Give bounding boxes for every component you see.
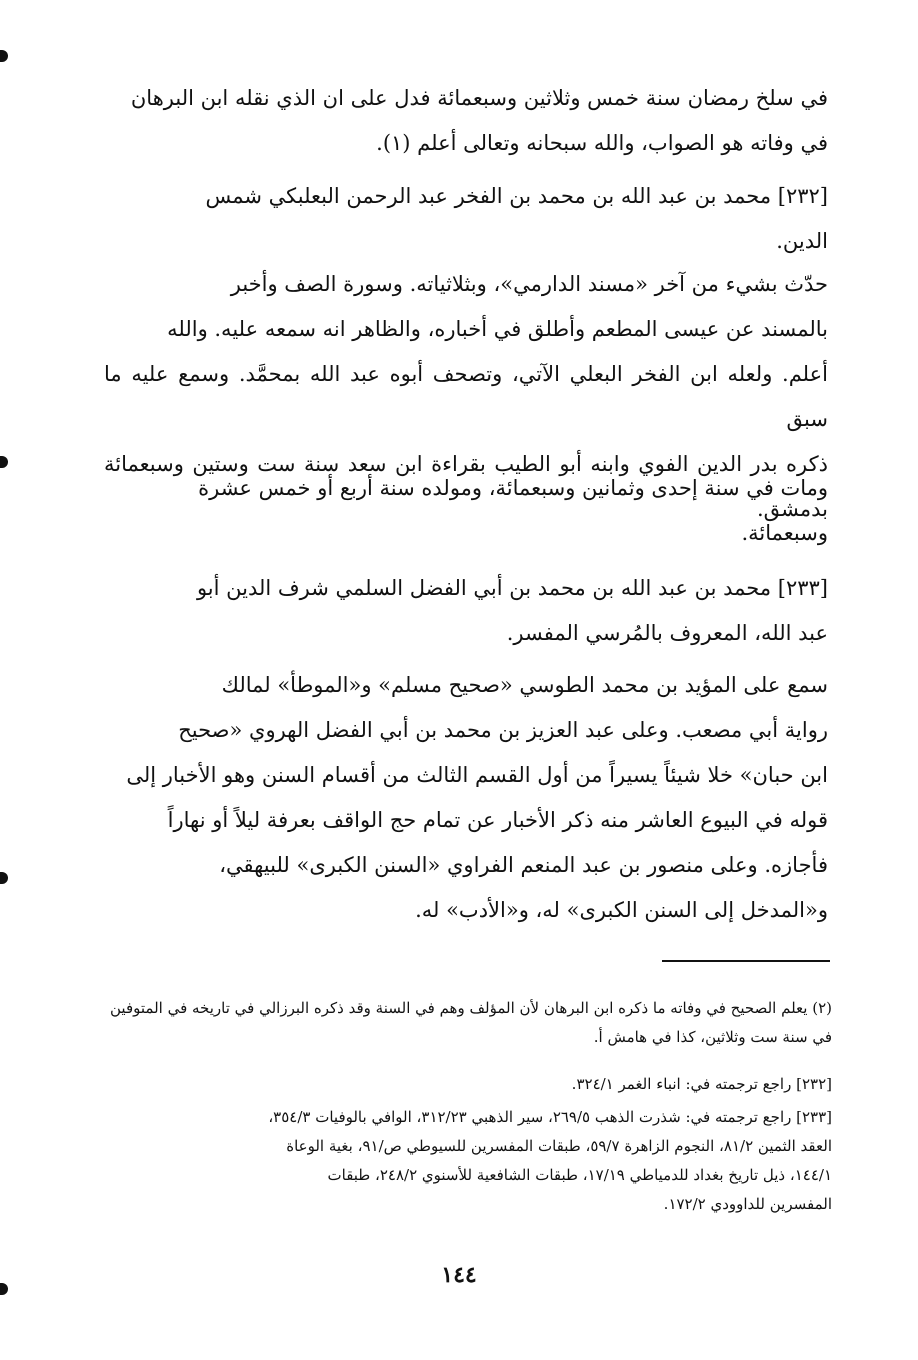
paragraph-death-note: في سلخ رمضان سنة خمس وثلاثين وسبعمائة فدل على ان الذي نقله ابن البرهان في وفاته هو الصواب، والله سبحانه وتعالى أعلم (١). — [130, 86, 828, 155]
footnote-separator — [662, 960, 830, 962]
scan-edge-mark — [0, 50, 8, 62]
scan-edge-mark — [0, 1283, 8, 1295]
entry-233-heading: [٢٣٣] محمد بن عبد الله بن محمد بن أبي الفضل السلمي شرف الدين أبو عبد الله، المعروف بالمُرسي المفسر. — [196, 576, 828, 645]
entry-232-body: حدّث بشيء من آخر «مسند الدارمي»، وبثلاثياته. وسورة الصف وأخبر بالمسند عن عيسى المطعم وأطلق في أخباره، والظاهر انه سمعه عليه. والله أعلم. ولعله ابن الفخر البعلي الآتي، وتصحف أبوه عبد الله بمحمَّد. وسمع عليه ما سبق ذكره بدر الدين الفوي وابنه أبو الطيب بقراءة ابن سعد سنة ست وستين وسبعمائة بدمشق. — [104, 272, 828, 521]
entry-232-heading: [٢٣٢] محمد بن عبد الله بن محمد بن الفخر عبد الرحمن البعلبكي شمس الدين. — [205, 184, 828, 253]
scan-edge-mark — [0, 872, 8, 884]
page-number: ١٤٤ — [441, 1262, 477, 1288]
entry-233-body: سمع على المؤيد بن محمد الطوسي «صحيح مسلم» و«الموطأ» لمالك رواية أبي مصعب. وعلى عبد العزيز بن محمد بن أبي الفضل الهروي «صحيح ابن حبان» خلا شيئاً يسيراً من أول القسم الثالث من أقسام السنن وهو الأخبار إلى قوله في البيوع العاشر منه ذكر الأخبار عن تمام حج الواقف بعرفة ليلاً أو نهاراً فأجازه. وعلى منصور بن عبد المنعم الفراوي «السنن الكبرى» للبيهقي، و«المدخل إلى السنن الكبرى» له، و«الأدب» له. — [126, 673, 828, 922]
footnote-2: (٢) يعلم الصحيح في وفاته ما ذكره ابن البرهان لأن المؤلف وهم في السنة وقد ذكره البرزالي في تاريخه في المتوفين في سنة ست وثلاثين، كذا في هامش أ. — [110, 999, 832, 1046]
footnote-232-sources: [٢٣٢] راجع ترجمته في: انباء الغمر ٣٢٤/١. — [571, 1075, 832, 1093]
footnote-233-sources: [٢٣٣] راجع ترجمته في: شذرت الذهب ٢٦٩/٥، سير الذهبي ٣١٢/٢٣، الوافي بالوفيات ٣٥٤/٣، العقد الثمين ٨١/٢، النجوم الزاهرة ٥٩/٧، طبقات المفسرين للسيوطي ص/٩١، بغية الوعاة ١٤٤/١، ذيل تاريخ بغداد للدمياطي ١٧/١٩، طبقات الشافعية للأسنوي ٢٤٨/٢، طبقات المفسرين للداوودي ١٧٢/٢. — [268, 1108, 832, 1213]
entry-232-death: ومات في سنة إحدى وثمانين وسبعمائة، ومولده سنة أربع أو خمس عشرة وسبعمائة. — [198, 476, 828, 545]
scan-edge-mark — [0, 456, 8, 468]
